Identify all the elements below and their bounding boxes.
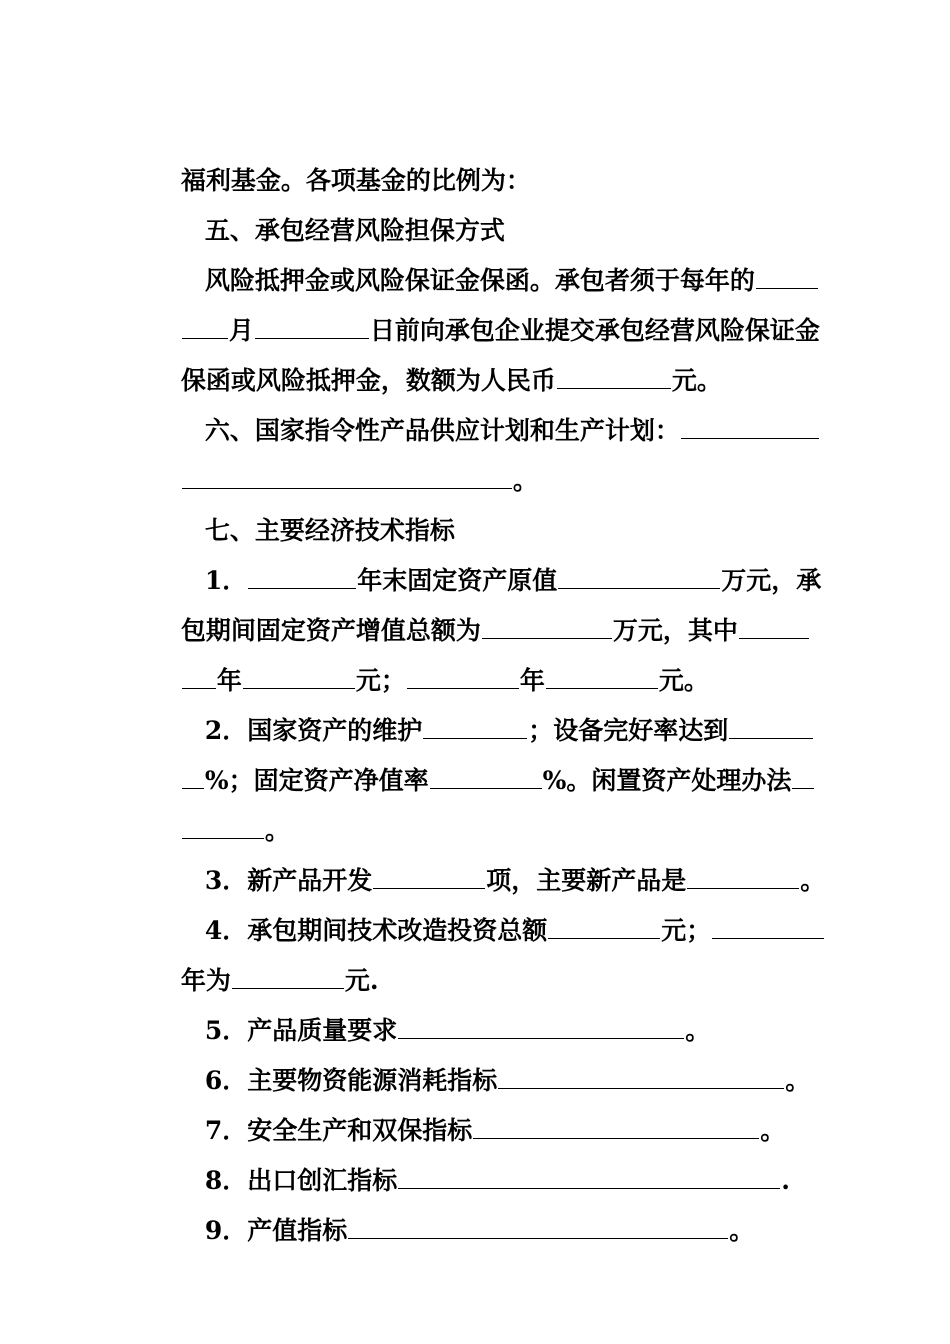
text-segment: 年 — [216, 666, 242, 695]
text-segment: 日前向承包企业提交承包经营风险保证金 — [369, 316, 820, 345]
text-segment: 3．新产品开发 — [204, 866, 373, 895]
paragraph-line — [146, 133, 531, 195]
text-segment: 年 — [519, 666, 545, 695]
paragraph-line — [146, 733, 815, 795]
text-segment: 元； — [661, 916, 712, 945]
text-segment: 保函或风险抵押金，数额为人民币 — [180, 366, 556, 395]
section-heading — [170, 183, 505, 245]
text-segment: ；设备完好率达到 — [528, 716, 729, 745]
text-segment: 元. — [344, 966, 379, 995]
list-item — [170, 533, 822, 595]
paragraph-line — [146, 283, 820, 345]
fill-blank[interactable] — [548, 916, 660, 939]
paragraph-line — [146, 783, 290, 845]
paragraph-line — [146, 333, 722, 395]
text-segment: 。 — [512, 466, 538, 495]
text-segment: 7．安全生产和双保指标 — [204, 1116, 473, 1145]
text-segment: 。 — [760, 1116, 786, 1145]
text-segment: 六、国家指令性产品供应计划和生产计划： — [204, 416, 680, 445]
text-segment: 。 — [264, 816, 290, 845]
list-item — [170, 1083, 786, 1145]
list-item — [170, 983, 711, 1045]
fill-blank[interactable] — [739, 616, 809, 639]
list-item — [170, 883, 825, 945]
text-segment: 。 — [685, 1016, 711, 1045]
text-segment: 福利基金。各项基金的比例为： — [180, 166, 531, 195]
text-segment: 。 — [729, 1216, 755, 1245]
text-segment: 1． — [204, 566, 248, 595]
text-segment: 5．产品质量要求 — [204, 1016, 398, 1045]
text-segment: 。 — [800, 866, 826, 895]
text-segment: . — [781, 1166, 790, 1195]
paragraph-line — [146, 633, 709, 695]
list-item — [170, 1133, 790, 1195]
text-segment: 元。 — [671, 366, 722, 395]
list-item — [170, 1033, 811, 1095]
fill-blank[interactable] — [792, 766, 814, 789]
section-heading — [170, 483, 455, 545]
text-segment: 年末固定资产原值 — [357, 566, 558, 595]
text-segment: 七、主要经济技术指标 — [204, 516, 455, 545]
paragraph-line — [146, 583, 810, 645]
text-segment: 万元，承 — [721, 566, 822, 595]
text-segment: 4．承包期间技术改造投资总额 — [204, 916, 548, 945]
text-segment: 2．国家资产的维护 — [204, 716, 423, 745]
fill-blank[interactable] — [348, 1216, 728, 1239]
text-segment: 风险抵押金或风险保证金保函。承包者须于每年的 — [204, 266, 755, 295]
text-segment: 9．产值指标 — [204, 1216, 348, 1245]
paragraph-line — [146, 933, 379, 995]
text-segment: 。 — [785, 1066, 811, 1095]
list-item — [170, 1183, 755, 1245]
text-segment: 元。 — [658, 666, 709, 695]
fill-blank[interactable] — [681, 416, 819, 439]
list-item — [170, 833, 826, 895]
fill-blank[interactable] — [712, 916, 824, 939]
text-segment: 元； — [355, 666, 406, 695]
fill-blank[interactable] — [430, 766, 542, 789]
text-segment: 项，主要新产品是 — [486, 866, 687, 895]
text-segment: 月 — [228, 316, 254, 345]
text-segment: 万元，其中 — [612, 616, 738, 645]
text-segment: 6．主要物资能源消耗指标 — [204, 1066, 498, 1095]
section-heading — [170, 383, 820, 445]
list-item — [170, 683, 814, 745]
text-segment: 年为 — [180, 966, 231, 995]
paragraph-line — [146, 433, 538, 495]
paragraph-line — [170, 233, 819, 295]
text-segment: 五、承包经营风险担保方式 — [204, 216, 505, 245]
text-segment: %；固定资产净值率 — [204, 766, 429, 795]
text-segment: %。闲置资产处理办法 — [542, 766, 792, 795]
text-segment: 8．出口创汇指标 — [204, 1166, 398, 1195]
text-segment: 包期间固定资产增值总额为 — [180, 616, 481, 645]
